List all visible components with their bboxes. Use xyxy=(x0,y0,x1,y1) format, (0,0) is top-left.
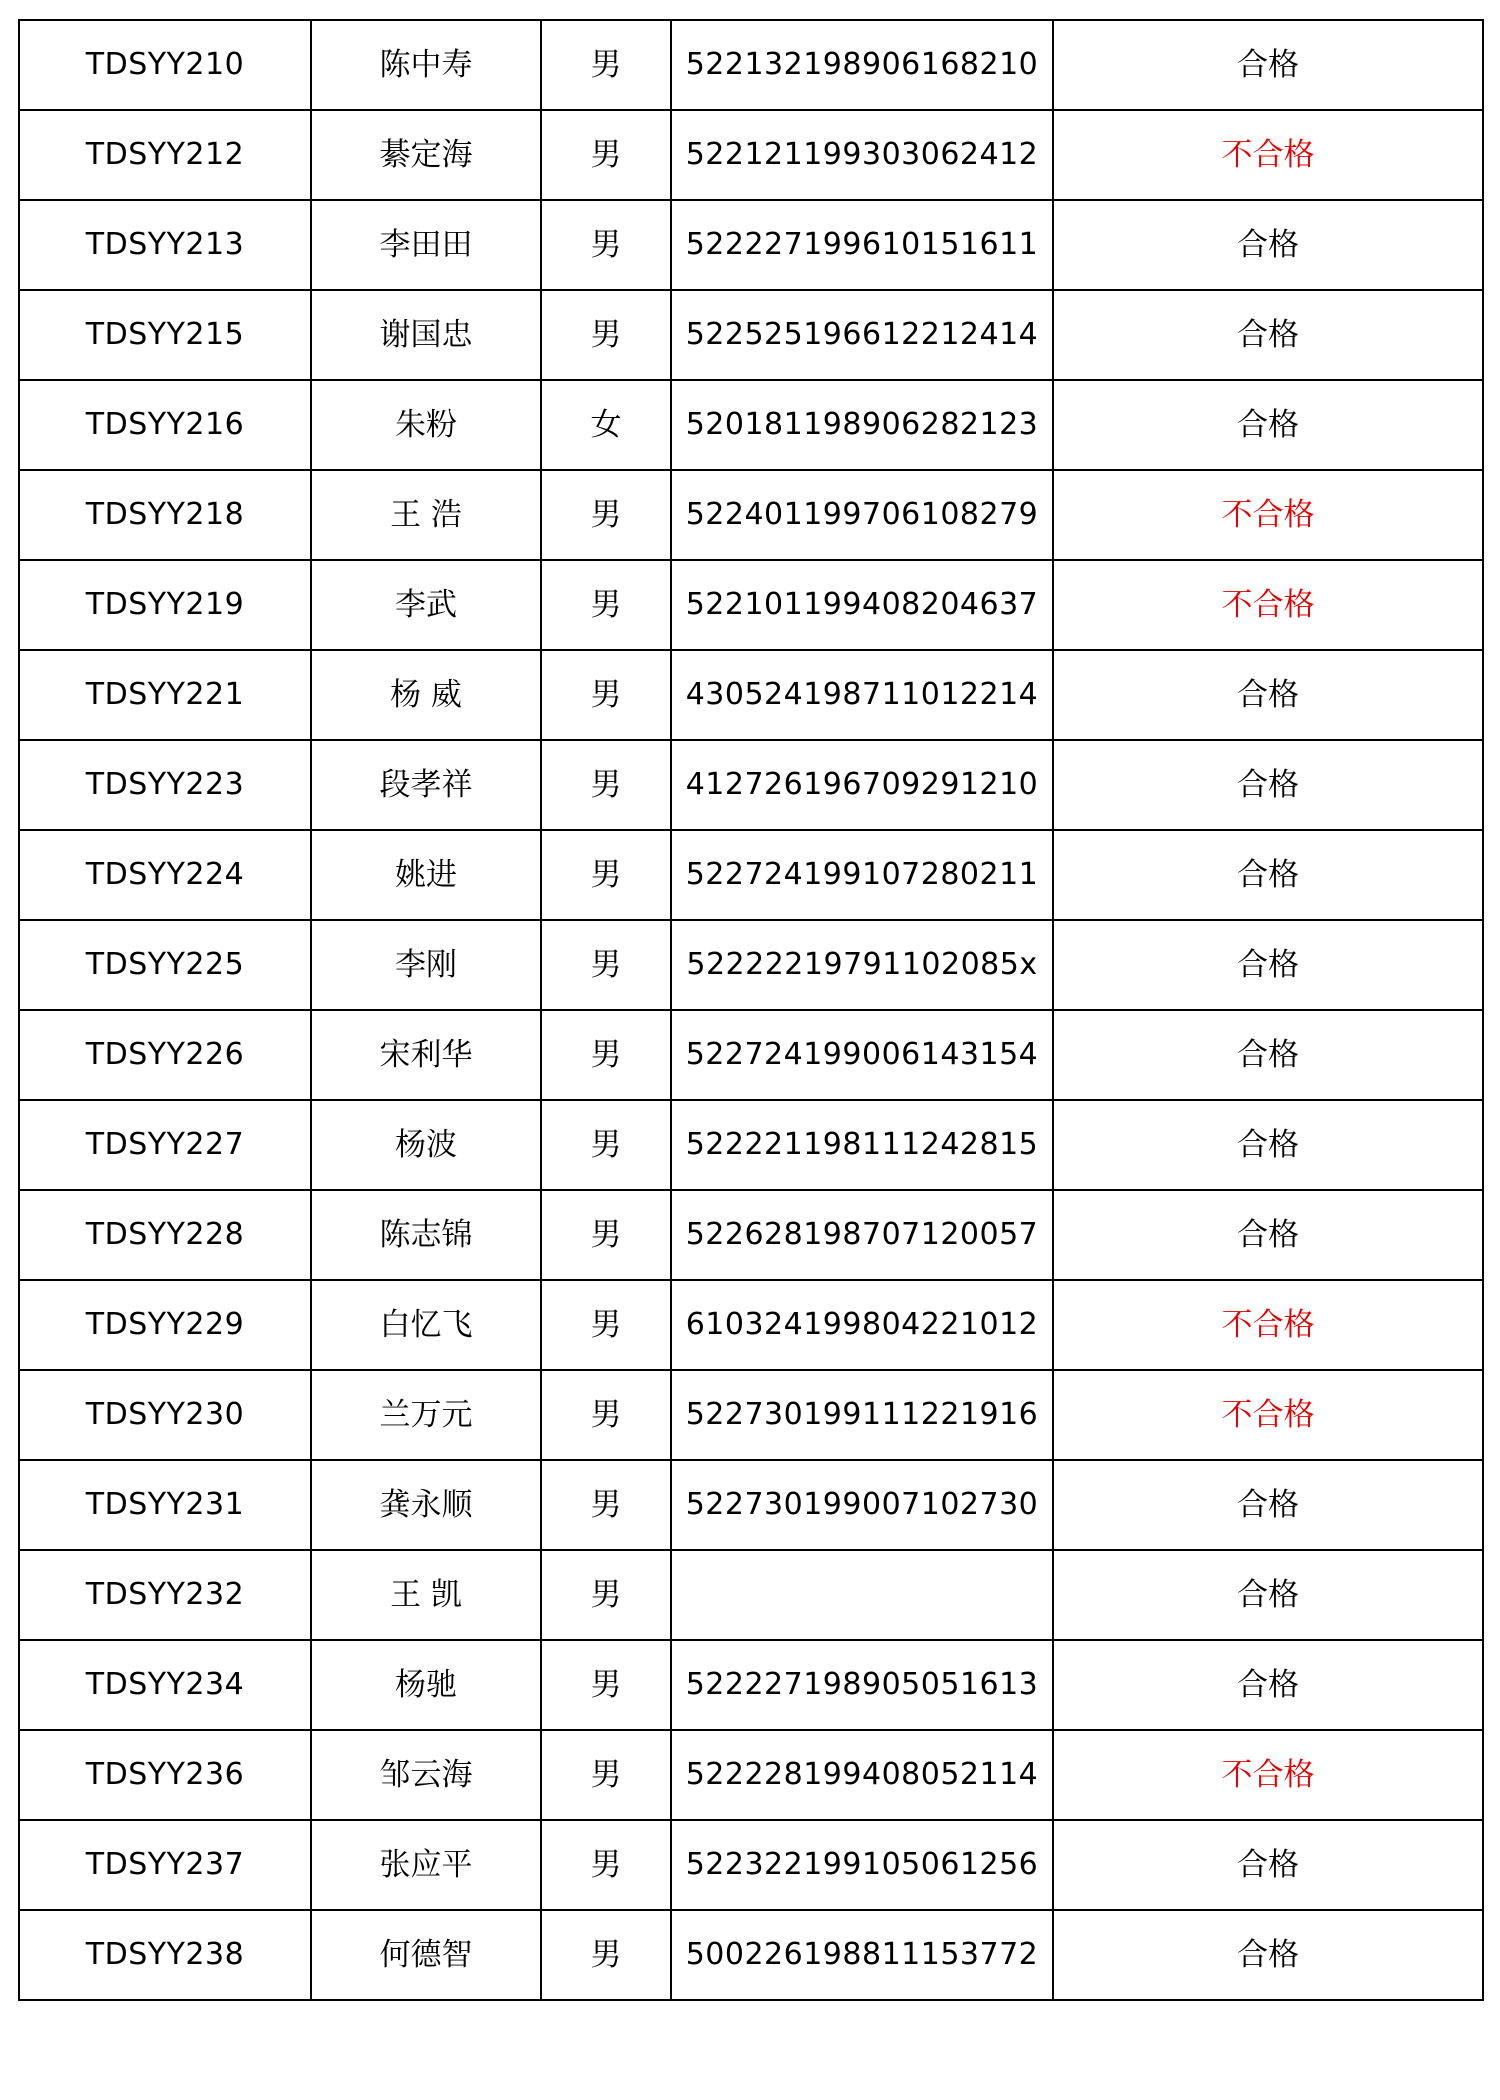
result-cell: 合格 xyxy=(1053,920,1483,1010)
candidate-name-cell: 兰万元 xyxy=(311,1370,541,1460)
candidate-id-cell: TDSYY232 xyxy=(19,1550,311,1640)
roster-body xyxy=(19,20,1483,2000)
id-number-cell: 522401199706108279 xyxy=(671,470,1053,560)
candidate-id-cell: TDSYY212 xyxy=(19,110,311,200)
gender-cell: 男 xyxy=(541,200,671,290)
id-number-cell: 52222219791102085x xyxy=(671,920,1053,1010)
id-number-cell: 522322199105061256 xyxy=(671,1820,1053,1910)
candidate-id-cell: TDSYY228 xyxy=(19,1190,311,1280)
candidate-name-cell: 杨 威 xyxy=(311,650,541,740)
candidate-name-cell: 陈中寿 xyxy=(311,20,541,110)
candidate-name-cell: 何德智 xyxy=(311,1910,541,2000)
candidate-name-cell: 王 凯 xyxy=(311,1550,541,1640)
candidate-name-cell: 白忆飞 xyxy=(311,1280,541,1370)
id-number-cell xyxy=(671,1550,1053,1640)
candidate-id-cell: TDSYY219 xyxy=(19,560,311,650)
gender-cell: 男 xyxy=(541,650,671,740)
gender-cell: 男 xyxy=(541,110,671,200)
id-number-cell: 522724199107280211 xyxy=(671,830,1053,920)
candidate-id-cell: TDSYY223 xyxy=(19,740,311,830)
id-number-cell: 522228199408052114 xyxy=(671,1730,1053,1820)
table-row xyxy=(19,1010,1483,1100)
table-row xyxy=(19,1550,1483,1640)
gender-cell: 男 xyxy=(541,1190,671,1280)
result-cell: 合格 xyxy=(1053,1190,1483,1280)
gender-cell: 男 xyxy=(541,740,671,830)
result-cell: 合格 xyxy=(1053,20,1483,110)
candidate-id-cell: TDSYY225 xyxy=(19,920,311,1010)
table-row xyxy=(19,1730,1483,1820)
table-row xyxy=(19,110,1483,200)
candidate-id-cell: TDSYY234 xyxy=(19,1640,311,1730)
result-cell: 合格 xyxy=(1053,1550,1483,1640)
roster-table xyxy=(18,19,1484,2001)
table-row xyxy=(19,1460,1483,1550)
id-number-cell: 522101199408204637 xyxy=(671,560,1053,650)
candidate-id-cell: TDSYY238 xyxy=(19,1910,311,2000)
id-number-cell: 522227198905051613 xyxy=(671,1640,1053,1730)
candidate-name-cell: 龚永顺 xyxy=(311,1460,541,1550)
candidate-name-cell: 杨驰 xyxy=(311,1640,541,1730)
table-row xyxy=(19,1640,1483,1730)
table-row xyxy=(19,200,1483,290)
candidate-id-cell: TDSYY215 xyxy=(19,290,311,380)
candidate-id-cell: TDSYY227 xyxy=(19,1100,311,1190)
table-row xyxy=(19,20,1483,110)
gender-cell: 男 xyxy=(541,1730,671,1820)
candidate-id-cell: TDSYY230 xyxy=(19,1370,311,1460)
id-number-cell: 610324199804221012 xyxy=(671,1280,1053,1370)
table-row xyxy=(19,1280,1483,1370)
table-row xyxy=(19,830,1483,920)
result-cell: 合格 xyxy=(1053,740,1483,830)
id-number-cell: 522221198111242815 xyxy=(671,1100,1053,1190)
table-row xyxy=(19,920,1483,1010)
candidate-name-cell: 李刚 xyxy=(311,920,541,1010)
result-cell: 不合格 xyxy=(1053,470,1483,560)
candidate-name-cell: 杨波 xyxy=(311,1100,541,1190)
candidate-name-cell: 綦定海 xyxy=(311,110,541,200)
candidate-name-cell: 宋利华 xyxy=(311,1010,541,1100)
candidate-id-cell: TDSYY210 xyxy=(19,20,311,110)
gender-cell: 男 xyxy=(541,1460,671,1550)
result-cell: 合格 xyxy=(1053,1010,1483,1100)
gender-cell: 男 xyxy=(541,1100,671,1190)
result-cell: 不合格 xyxy=(1053,110,1483,200)
id-number-cell: 522628198707120057 xyxy=(671,1190,1053,1280)
id-number-cell: 500226198811153772 xyxy=(671,1910,1053,2000)
gender-cell: 男 xyxy=(541,1910,671,2000)
result-cell: 不合格 xyxy=(1053,1280,1483,1370)
candidate-name-cell: 王 浩 xyxy=(311,470,541,560)
id-number-cell: 520181198906282123 xyxy=(671,380,1053,470)
table-row xyxy=(19,1820,1483,1910)
candidate-id-cell: TDSYY221 xyxy=(19,650,311,740)
gender-cell: 男 xyxy=(541,560,671,650)
gender-cell: 男 xyxy=(541,1280,671,1370)
id-number-cell: 430524198711012214 xyxy=(671,650,1053,740)
table-row xyxy=(19,380,1483,470)
result-cell: 合格 xyxy=(1053,380,1483,470)
candidate-name-cell: 张应平 xyxy=(311,1820,541,1910)
candidate-name-cell: 谢国忠 xyxy=(311,290,541,380)
id-number-cell: 412726196709291210 xyxy=(671,740,1053,830)
result-cell: 合格 xyxy=(1053,1910,1483,2000)
result-cell: 合格 xyxy=(1053,1460,1483,1550)
candidate-id-cell: TDSYY226 xyxy=(19,1010,311,1100)
table-row xyxy=(19,1190,1483,1280)
result-cell: 合格 xyxy=(1053,1820,1483,1910)
id-number-cell: 522227199610151611 xyxy=(671,200,1053,290)
result-cell: 不合格 xyxy=(1053,1370,1483,1460)
candidate-id-cell: TDSYY218 xyxy=(19,470,311,560)
result-cell: 合格 xyxy=(1053,830,1483,920)
table-row xyxy=(19,1100,1483,1190)
id-number-cell: 522121199303062412 xyxy=(671,110,1053,200)
table-row xyxy=(19,1370,1483,1460)
gender-cell: 男 xyxy=(541,290,671,380)
candidate-id-cell: TDSYY213 xyxy=(19,200,311,290)
result-cell: 合格 xyxy=(1053,200,1483,290)
table-row xyxy=(19,1910,1483,2000)
candidate-id-cell: TDSYY237 xyxy=(19,1820,311,1910)
gender-cell: 男 xyxy=(541,470,671,560)
gender-cell: 男 xyxy=(541,830,671,920)
candidate-id-cell: TDSYY231 xyxy=(19,1460,311,1550)
candidate-name-cell: 李武 xyxy=(311,560,541,650)
gender-cell: 男 xyxy=(541,920,671,1010)
id-number-cell: 522724199006143154 xyxy=(671,1010,1053,1100)
gender-cell: 男 xyxy=(541,1370,671,1460)
result-cell: 合格 xyxy=(1053,1640,1483,1730)
id-number-cell: 522730199111221916 xyxy=(671,1370,1053,1460)
result-cell: 合格 xyxy=(1053,1100,1483,1190)
candidate-id-cell: TDSYY236 xyxy=(19,1730,311,1820)
id-number-cell: 522730199007102730 xyxy=(671,1460,1053,1550)
candidate-name-cell: 段孝祥 xyxy=(311,740,541,830)
candidate-name-cell: 朱粉 xyxy=(311,380,541,470)
result-cell: 合格 xyxy=(1053,290,1483,380)
table-row xyxy=(19,290,1483,380)
candidate-name-cell: 陈志锦 xyxy=(311,1190,541,1280)
result-cell: 不合格 xyxy=(1053,1730,1483,1820)
gender-cell: 女 xyxy=(541,380,671,470)
candidate-id-cell: TDSYY216 xyxy=(19,380,311,470)
gender-cell: 男 xyxy=(541,1820,671,1910)
result-cell: 不合格 xyxy=(1053,560,1483,650)
candidate-name-cell: 姚进 xyxy=(311,830,541,920)
candidate-id-cell: TDSYY224 xyxy=(19,830,311,920)
table-row xyxy=(19,470,1483,560)
gender-cell: 男 xyxy=(541,1640,671,1730)
result-cell: 合格 xyxy=(1053,650,1483,740)
candidate-name-cell: 李田田 xyxy=(311,200,541,290)
table-row xyxy=(19,740,1483,830)
id-number-cell: 522132198906168210 xyxy=(671,20,1053,110)
table-row xyxy=(19,560,1483,650)
gender-cell: 男 xyxy=(541,1550,671,1640)
gender-cell: 男 xyxy=(541,20,671,110)
candidate-name-cell: 邹云海 xyxy=(311,1730,541,1820)
table-row xyxy=(19,650,1483,740)
gender-cell: 男 xyxy=(541,1010,671,1100)
id-number-cell: 522525196612212414 xyxy=(671,290,1053,380)
candidate-id-cell: TDSYY229 xyxy=(19,1280,311,1370)
